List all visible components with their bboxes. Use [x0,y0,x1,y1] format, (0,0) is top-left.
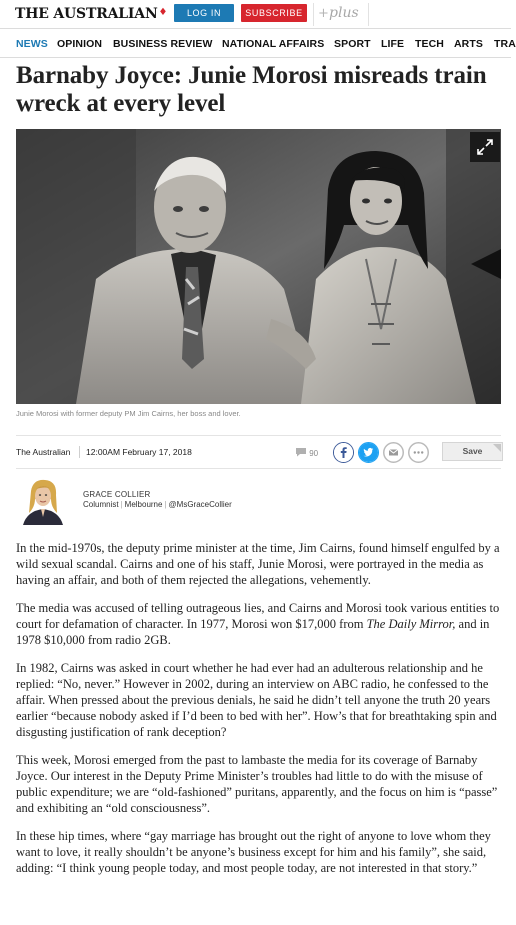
nav-item-sport[interactable]: SPORT [334,38,371,50]
author-name[interactable]: GRACE COLLIER [83,490,151,499]
article-paragraph [16,600,504,648]
article-body [16,540,504,888]
save-ribbon-icon [493,444,501,452]
author-avatar[interactable] [19,477,67,525]
nav-item-opinion[interactable]: OPINION [57,38,103,50]
author-twitter-handle[interactable]: @MsGraceCollier [168,500,232,509]
plus-link[interactable] [313,3,369,26]
article-photo[interactable] [16,129,501,404]
nav-item-tech[interactable]: TECH [415,38,444,50]
save-label: Save [462,446,483,456]
author-details: Columnist | Melbourne | @MsGraceCollier [83,500,232,509]
meta-separator [79,446,80,458]
photo-illustration [16,129,501,404]
facebook-icon [333,442,354,463]
site-logo[interactable] [15,6,167,22]
plus-glyph-icon: + [318,6,329,21]
article-headline: Barnaby Joyce: Junie Morosi misreads train wreck at every level [16,62,487,117]
plus-label: plus [329,5,359,21]
nav-item-travel[interactable]: TRA [494,38,516,50]
save-article-button[interactable] [442,442,503,461]
subscribe-button[interactable]: SUBSCRIBE [241,4,307,22]
share-facebook-button[interactable] [333,442,354,463]
share-twitter-button[interactable] [358,442,379,463]
login-button[interactable]: LOG IN [174,4,234,22]
paragraph-text: and in 1978 $10,000 from radio 2GB. [16,617,490,647]
comment-count: 90 [309,449,319,458]
nav-item-business-review[interactable]: BUSINESS REVIEW [113,38,213,50]
photo-caption: Junie Morosi with former deputy PM Jim Cairns, her boss and lover. [16,409,241,418]
twitter-icon [358,442,379,463]
share-more-button[interactable] [408,442,429,463]
article-paragraph: This week, Morosi emerged from the past to lambaste the media for its coverage of Barnaby Joyce. Our interest in the Deputy Prime Minister’s troubles had little to do with the misuse of public expenditure; we are “old-fashioned” puritans, apparently, and the focus on him is “passe” and exhibiting an “old consciousness”. [16,753,498,815]
publication-title: The Daily Mirror, [366,617,456,631]
divider [16,435,501,436]
comment-icon [295,447,307,457]
article-paragraph: In the mid-1970s, the deputy prime minister at the time, Jim Cairns, found himself engulfed by a wild sexual scandal. Cairns and one of his staff, Junie Morosi, were portrayed in the media as having an affair, and both of them rejected the allegations, vehemently. [16,541,500,587]
comments-link[interactable] [295,447,318,458]
email-icon [383,442,404,463]
publication-name: The Australian [16,447,71,457]
expand-photo-button[interactable] [470,132,500,162]
section-nav [0,30,516,58]
author-location: Melbourne [124,500,163,509]
nav-item-national-affairs[interactable]: NATIONAL AFFAIRS [222,38,325,50]
share-email-button[interactable] [383,442,404,463]
nav-item-arts[interactable]: ARTS [454,38,483,50]
divider [16,468,501,469]
publish-timestamp: 12:00AM February 17, 2018 [86,447,192,457]
logo-mark-icon: ♦ [158,7,168,18]
expand-icon [470,132,500,162]
nav-item-news[interactable]: NEWS [16,38,48,50]
logo-text: THE AUSTRALIAN [15,6,158,22]
article-paragraph: In 1982, Cairns was asked in court whether he had ever had an adulterous relationship and he replied: “No, never.” However in 2002, during an interview on ABC radio, he confessed to the affair. When pressed about the previous denials, he said he didn’t tell anyone the truth 20 years earlier “because nobody asked if I’d been to bed with her”. How’s that for breathtaking spin and disgusting justification of rank deception? [16,661,497,739]
author-portrait [19,477,67,525]
top-bar [0,0,511,29]
paragraph-text: The media was accused of telling outrageous lies, and Cairns and Morosi took various entities to court for defamation of character. In 1977, Morosi won $17,000 from [16,601,500,631]
article-paragraph: In these hip times, where “gay marriage has brought out the right of anyone to love whom they want to love, it really shouldn’t be anyone’s business except for him and his family”, she said, adding: “I think young people today, and most people today, are not interested in that story.” [16,829,491,875]
author-role: Columnist [83,500,119,509]
more-icon [408,442,429,463]
nav-item-life[interactable]: LIFE [381,38,405,50]
